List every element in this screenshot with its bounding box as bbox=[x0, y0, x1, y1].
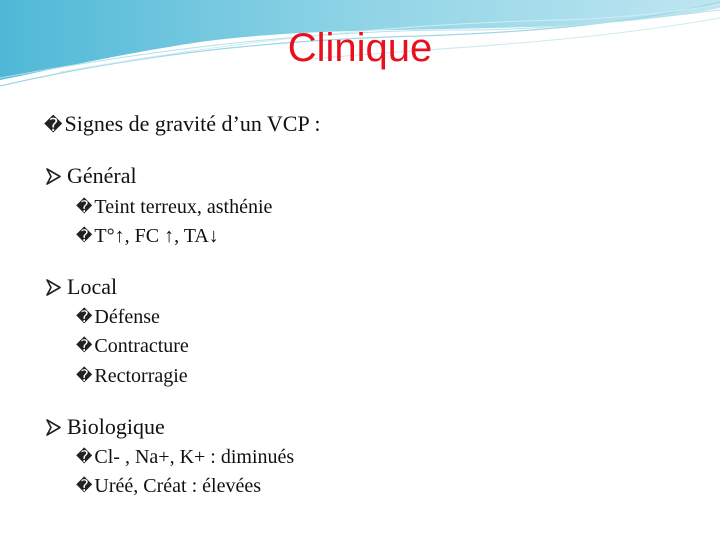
section-heading-label: Général bbox=[67, 163, 137, 188]
intro-text: Signes de gravité d’un VCP : bbox=[64, 111, 321, 136]
arrow-right-icon bbox=[46, 279, 61, 296]
missing-glyph-icon: � bbox=[76, 226, 93, 245]
missing-glyph-icon: � bbox=[76, 307, 93, 326]
list-item bbox=[76, 444, 294, 470]
list-item bbox=[76, 333, 189, 359]
list-item-text: Teint terreux, asthénie bbox=[94, 196, 273, 218]
missing-glyph-icon: � bbox=[76, 366, 93, 385]
intro-line bbox=[44, 110, 321, 140]
list-item-text: Uréé, Créat : élevées bbox=[94, 475, 261, 497]
section-heading-general bbox=[46, 162, 137, 190]
arrow-right-icon bbox=[46, 419, 61, 436]
list-item bbox=[76, 304, 160, 330]
section-heading-biologique bbox=[46, 413, 165, 441]
list-item-text: Rectorragie bbox=[94, 365, 188, 387]
missing-glyph-icon: � bbox=[44, 115, 63, 136]
arrow-right-icon bbox=[46, 168, 61, 185]
list-item-text: T°↑, FC ↑, TA↓ bbox=[94, 225, 219, 247]
list-item-text: Contracture bbox=[94, 335, 189, 357]
missing-glyph-icon: � bbox=[76, 476, 93, 495]
missing-glyph-icon: � bbox=[76, 336, 93, 355]
list-item bbox=[76, 363, 188, 389]
slide-title: Clinique bbox=[287, 26, 433, 70]
missing-glyph-icon: � bbox=[76, 197, 93, 216]
section-heading-local bbox=[46, 273, 117, 301]
list-item bbox=[76, 194, 272, 220]
list-item bbox=[76, 473, 261, 499]
section-heading-label: Biologique bbox=[67, 414, 165, 439]
list-item bbox=[76, 223, 219, 249]
list-item-text: Défense bbox=[94, 306, 160, 328]
section-heading-label: Local bbox=[67, 274, 118, 299]
missing-glyph-icon: � bbox=[76, 447, 93, 466]
list-item-text: Cl- , Na+, K+ : diminués bbox=[94, 446, 295, 468]
